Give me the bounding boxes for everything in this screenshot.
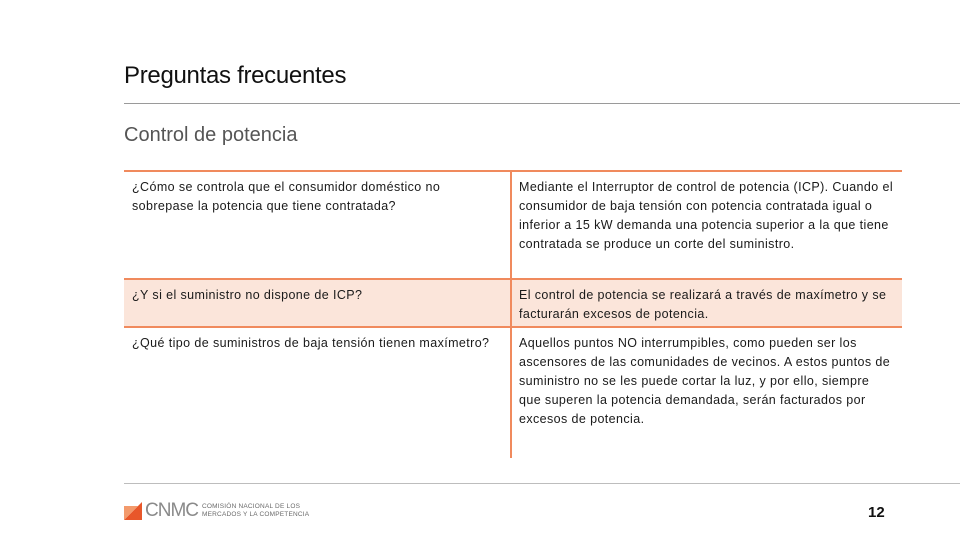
- faq-question: ¿Y si el suministro no dispone de ICP?: [124, 280, 512, 326]
- logo-org-line2: MERCADOS Y LA COMPETENCIA: [202, 511, 310, 518]
- page-number: 12: [868, 504, 885, 521]
- logo-org-line1: COMISIÓN NACIONAL DE LOS: [202, 503, 301, 510]
- section-subtitle: Control de potencia: [124, 124, 298, 146]
- faq-answer: Mediante el Interruptor de control de potencia (ICP). Cuando el consumidor de baja tensión con potencia contratada igual o inferior a 15 kW demanda una potencia superior a la que tiene contratada se produce un corte del suministro.: [519, 180, 894, 251]
- faq-answer: Aquellos puntos NO interrumpibles, como pueden ser los ascensores de las comunidades de vecinos. A estos puntos de suministro no se les puede cortar la luz, y por ello, siempre que superen la potencia demandada, serán facturados por excesos de potencia.: [519, 336, 891, 426]
- logo-acronym: CNMC: [145, 500, 198, 521]
- slide-title: Preguntas frecuentes: [124, 62, 347, 89]
- faq-row: [124, 280, 902, 328]
- cnmc-logo: [124, 500, 309, 522]
- faq-question: ¿Qué tipo de suministros de baja tensión tienen maxímetro?: [124, 328, 512, 458]
- footer-divider: [124, 483, 960, 484]
- cnmc-logo-mark-icon: [124, 502, 142, 520]
- faq-row: [124, 172, 902, 280]
- logo-organization: [202, 503, 309, 519]
- faq-question: ¿Cómo se controla que el consumidor doméstico no sobrepase la potencia que tiene contratada?: [124, 172, 512, 278]
- faq-row: [124, 328, 902, 458]
- title-divider: [124, 103, 960, 104]
- faq-table: [124, 170, 902, 458]
- faq-answer: El control de potencia se realizará a través de maxímetro y se facturarán excesos de potencia.: [519, 288, 887, 321]
